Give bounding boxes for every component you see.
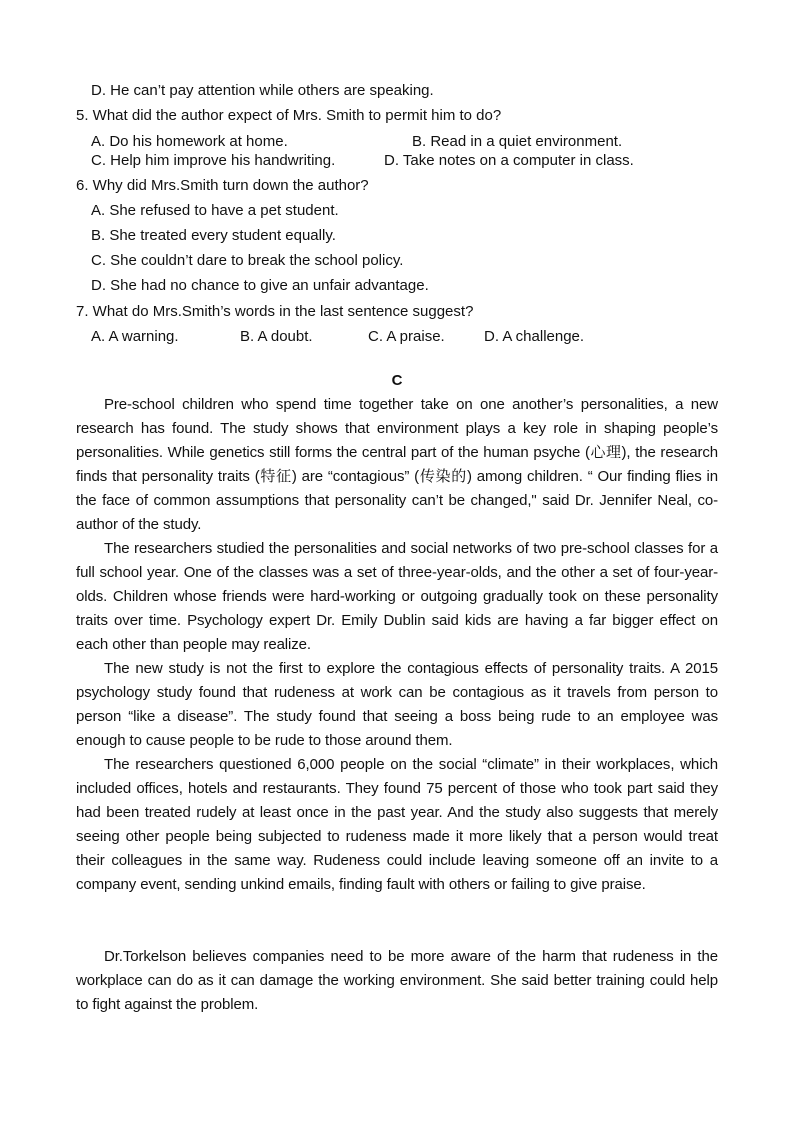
paragraph-4: The researchers questioned 6,000 people on the social “climate” in their workplaces, which included offices, hotels and restaurants. They found 75 percent of those who took part said they had been treated rudely at least once in the past year. And the study also suggests that merely seeing other people being subjected to rudeness made it more likely that a person would treat their colleagues in the same way. Rudeness could include leaving someone off an invite to a company event, sending unkind emails, finding fault with others or failing to give praise. <box>76 756 718 893</box>
q7-option-d: D. A challenge. <box>484 328 585 345</box>
q5-option-c: C. Help him improve his handwriting. <box>91 152 336 169</box>
paragraph-1: Pre-school children who spend time together take on one another’s personalities, a new research has found. The study shows that environment plays a key role in shaping people’s personalities. While genetics still forms the central part of the human psyche (心理), the research finds that personality traits (特征) are “contagious” (传染的) among children. “ Our finding flies in the face of common assumptions that personality can’t be changed," said Dr. Jennifer Neal, co-author of the study. <box>76 396 718 533</box>
q5-option-d: D. Take notes on a computer in class. <box>384 152 634 169</box>
paragraph-2: The researchers studied the personalities and social networks of two pre-school classes for a full school year. One of the classes was a set of three-year-olds, and the other a set of four-year-olds. Children whose friends were hard-working or outgoing gradually took on these personality traits over time. Psychology expert Dr. Emily Dublin said kids are having a far bigger effect on each other than people may realize. <box>76 540 718 653</box>
question-7-stem: 7. What do Mrs.Smith’s words in the last sentence suggest? <box>76 303 474 320</box>
q7-option-c: C. A praise. <box>368 328 445 345</box>
q6-option-d: D. She had no chance to give an unfair advantage. <box>91 277 429 294</box>
section-heading: C <box>391 372 403 389</box>
q6-option-b: B. She treated every student equally. <box>91 227 336 244</box>
question-5-stem: 5. What did the author expect of Mrs. Smith to permit him to do? <box>76 107 502 124</box>
q7-option-b: B. A doubt. <box>240 328 313 345</box>
q5-option-a: A. Do his homework at home. <box>91 133 288 150</box>
q7-option-a: A. A warning. <box>91 328 179 345</box>
q4-option-d: D. He can’t pay attention while others are speaking. <box>91 82 434 99</box>
q5-option-b: B. Read in a quiet environment. <box>412 133 623 150</box>
q6-option-c: C. She couldn’t dare to break the school policy. <box>91 252 404 269</box>
paragraph-5: Dr.Torkelson believes companies need to be more aware of the harm that rudeness in the workplace can do as it can damage the working environment. She said better training could help to fight against the problem. <box>76 948 718 1013</box>
q6-option-a: A. She refused to have a pet student. <box>91 202 339 219</box>
paragraph-3: The new study is not the first to explore the contagious effects of personality traits. A 2015 psychology study found that rudeness at work can be contagious as it travels from person to person “like a disease”. The study found that seeing a boss being rude to an employee was enough to cause people to be rude to those around them. <box>76 660 718 749</box>
question-6-stem: 6. Why did Mrs.Smith turn down the author? <box>76 177 369 194</box>
